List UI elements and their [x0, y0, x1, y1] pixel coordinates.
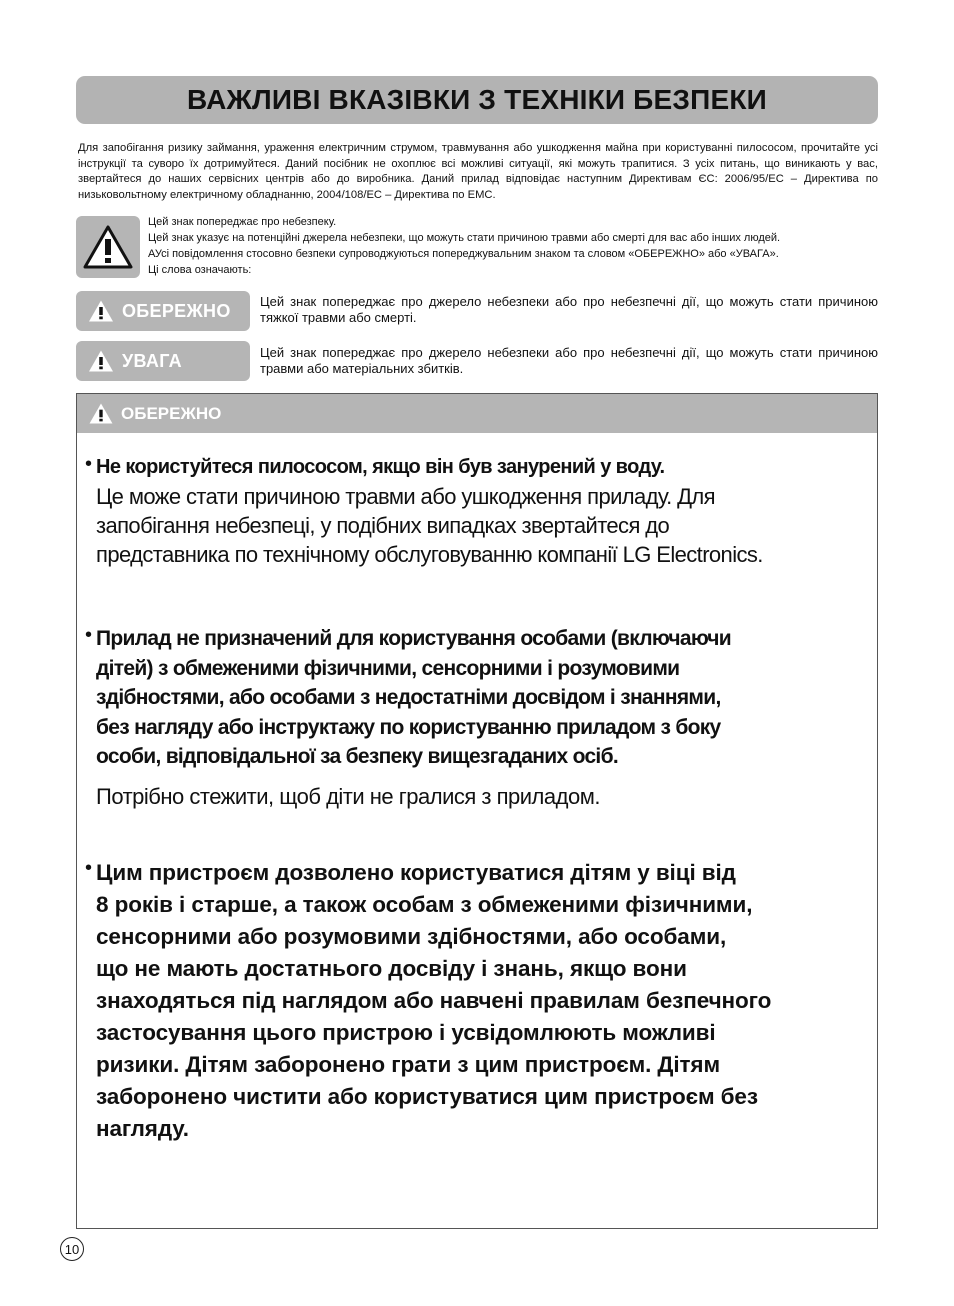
page-title: ВАЖЛИВІ ВКАЗІВКИ З ТЕХНІКИ БЕЗПЕКИ [187, 84, 767, 115]
label-attention-text: УВАГА [122, 350, 182, 371]
caution-panel [76, 393, 878, 1229]
item-text: Потрібно стежити, щоб діти не гралися з приладом. [96, 783, 600, 809]
sign-line: Ці слова означають: [148, 264, 252, 276]
label-caution-description: Цей знак попереджає про джерело небезпеки або про небезпечні дії, що можуть стати причиною тяжкої травми або смерті. [260, 294, 878, 325]
item-heading: ризики. Дітям заборонено грати з цим пристроєм. Дітям [96, 1052, 720, 1077]
item-heading: заборонено чистити або користуватися цим пристроєм без [96, 1084, 758, 1109]
item-heading: без нагляду або інструктажу по користуванню приладом з боку [96, 715, 721, 739]
item-text: представника по технічному обслуговуванню компанії LG Electronics. [96, 542, 763, 567]
bullet: • [85, 453, 93, 475]
warning-sign-text [148, 214, 878, 278]
label-attention-description: Цей знак попереджає про джерело небезпеки або про небезпечні дії, що можуть стати причиною травми або матеріальних збитків. [260, 345, 878, 376]
bullet: • [85, 857, 93, 879]
item-heading: дітей) з обмеженими фізичними, сенсорними і розумовими [96, 656, 680, 680]
item-heading: 8 років і старше, а також особам з обмеженими фізичними, [96, 892, 753, 917]
item-heading: здібностями, або особами з недостатніми досвідом і знаннями, [96, 686, 721, 709]
item-heading: Цим пристроєм дозволено користуватися дітям у віці від [96, 860, 736, 885]
label-caution-text: ОБЕРЕЖНО [122, 300, 231, 321]
page-number: 10 [60, 1237, 84, 1261]
caution-header [77, 394, 877, 433]
bullet: • [85, 624, 93, 646]
item-heading: Не користуйтеся пилососом, якщо він був занурений у воду. [96, 456, 665, 478]
warning-triangle-icon [83, 224, 133, 270]
item-heading: що не мають достатнього досвіду і знань, якщо вони [96, 956, 687, 981]
sign-line: АУсі повідомлення стосовно безпеки супроводжуються попереджувальним знаком та словом «ОБЕРЕЖНО» або «УВАГА». [148, 248, 779, 260]
item-heading: Прилад не призначений для користування особами (включаючи [96, 627, 731, 650]
warning-triangle-icon [89, 403, 113, 424]
item-heading: особи, відповідальної за безпеку вищезгаданих осіб. [96, 745, 618, 768]
item-text: запобігання небезпеці, у подібних випадках звертайтеся до [96, 513, 670, 538]
label-attention [76, 341, 250, 381]
title-bar [76, 76, 878, 124]
item-heading: нагляду. [96, 1116, 189, 1141]
list-item [77, 624, 877, 811]
caution-header-text: ОБЕРЕЖНО [121, 403, 222, 423]
list-item [77, 857, 877, 1145]
item-heading: застосування цього пристрою і усвідомлюють можливі [96, 1020, 716, 1045]
label-caution [76, 291, 250, 331]
warning-triangle-icon [88, 300, 114, 322]
item-heading: сенсорними або розумовими здібностями, або особами, [96, 924, 727, 949]
sign-line: Цей знак попереджає про небезпеку. [148, 216, 337, 228]
warning-sign-box [76, 216, 140, 278]
intro-paragraph: Для запобігання ризику займання, ураження електричним струмом, травмування або ушкодження майна при користуванні пилососом, прочитайте усі інструкції та суворо їх дотримуйтеся. Даний посібник не охоплює всі можливі ситуації, які можуть трапитися. З усіх питань, що виникають у вас, звертайтеся до наших сервісних центрів або до виробника. Даний прилад відповідає наступним Директивам ЄС: 2006/95/ЕС – Директива по низьковольтному електричному обладнанню, 2004/108/ЕС – Директива по EMC. [78, 142, 878, 201]
list-item [77, 453, 877, 569]
item-heading: знаходяться під наглядом або навчені правилам безпечного [96, 988, 772, 1013]
sign-line: Цей знак указує на потенційні джерела небезпеки, що можуть стати причиною травми або смерті для вас або інших людей. [148, 232, 781, 244]
warning-triangle-icon [88, 350, 114, 372]
item-text: Це може стати причиною травми або ушкодження приладу. Для [96, 484, 715, 509]
